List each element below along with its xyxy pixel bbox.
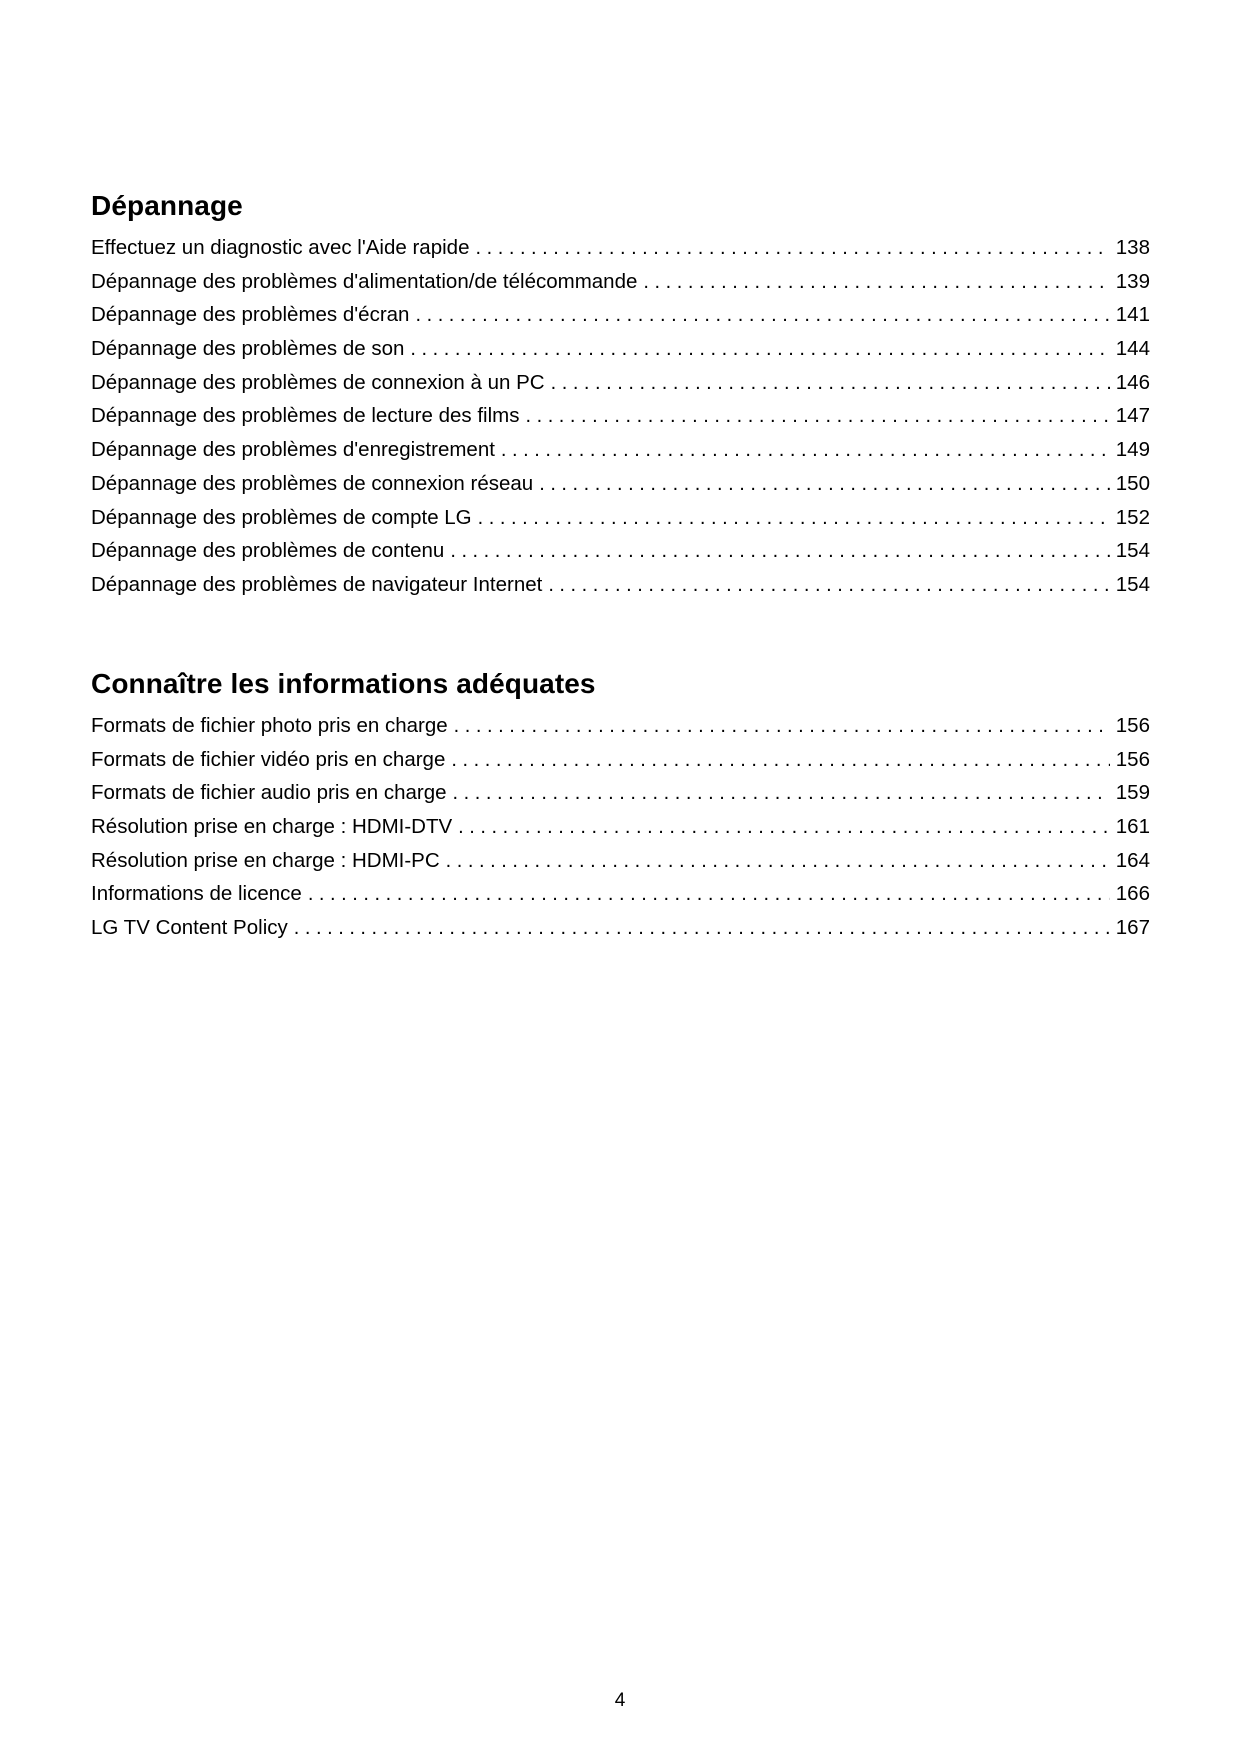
toc-entry[interactable]: [91, 337, 1150, 371]
dot-leader: [450, 540, 1109, 563]
toc-entry[interactable]: [91, 371, 1150, 405]
dot-leader: [294, 917, 1110, 940]
toc-entry-label: Dépannage des problèmes de navigateur Internet: [91, 572, 543, 596]
toc-entry-label: Formats de fichier photo pris en charge: [91, 714, 448, 737]
toc-entry[interactable]: [91, 882, 1150, 916]
dot-leader: [478, 507, 1110, 530]
section-title: Dépannage: [91, 190, 243, 221]
toc-entry[interactable]: [91, 404, 1150, 438]
toc-entry-page: 147: [1115, 404, 1150, 428]
toc-entry[interactable]: [91, 714, 1150, 748]
toc-entry-page: 161: [1115, 815, 1150, 839]
toc-entry-label: Dépannage des problèmes d'alimentation/de télécommande: [91, 269, 638, 293]
toc-entry-label: Dépannage des problèmes de connexion réseau: [91, 471, 534, 495]
toc-section-informations: [91, 666, 1150, 950]
toc-entry-page: 154: [1115, 572, 1150, 596]
dot-leader: [525, 405, 1109, 428]
toc-entry[interactable]: [91, 573, 1150, 607]
toc-entry-page: 139: [1115, 269, 1150, 293]
toc-entry[interactable]: [91, 781, 1150, 815]
toc-entry-label: Dépannage des problèmes de lecture des films: [91, 404, 520, 428]
toc-entry-label: Effectuez un diagnostic avec l'Aide rapide: [91, 236, 470, 259]
toc-entry-label: Dépannage des problèmes de son: [91, 337, 405, 361]
toc-entry-page: 154: [1115, 539, 1150, 563]
dot-leader: [539, 473, 1110, 496]
toc-entry[interactable]: [91, 472, 1150, 506]
page-number: 4: [614, 1690, 626, 1711]
toc-entry[interactable]: [91, 539, 1150, 573]
toc-entry[interactable]: [91, 438, 1150, 472]
toc-entry[interactable]: [91, 815, 1150, 849]
dot-leader: [548, 574, 1109, 597]
toc-entry[interactable]: [91, 270, 1150, 304]
toc-entry-page: 167: [1115, 916, 1150, 940]
toc-list: [91, 714, 1150, 950]
dot-leader: [453, 782, 1110, 805]
toc-entry[interactable]: [91, 748, 1150, 782]
toc-entry-page: 156: [1115, 714, 1150, 737]
dot-leader: [308, 883, 1110, 906]
toc-entry-label: Dépannage des problèmes de contenu: [91, 539, 445, 563]
toc-entry-page: 146: [1115, 370, 1150, 394]
toc-entry-page: 138: [1115, 236, 1150, 259]
toc-entry[interactable]: [91, 236, 1150, 270]
toc-list: [91, 236, 1150, 607]
toc-entry-label: Résolution prise en charge : HDMI-DTV: [91, 815, 453, 839]
toc-entry[interactable]: [91, 916, 1150, 950]
toc-entry[interactable]: [91, 849, 1150, 883]
dot-leader: [501, 439, 1110, 462]
dot-leader: [475, 237, 1109, 260]
toc-entry-page: 149: [1115, 438, 1150, 462]
dot-leader: [643, 271, 1109, 294]
toc-entry[interactable]: [91, 506, 1150, 540]
dot-leader: [446, 850, 1110, 873]
toc-entry-page: 164: [1115, 848, 1150, 872]
dot-leader: [551, 372, 1110, 395]
section-title: Connaître les informations adéquates: [91, 668, 596, 699]
toc-entry-label: Résolution prise en charge : HDMI-PC: [91, 848, 440, 872]
toc-entry-label: Informations de licence: [91, 882, 302, 906]
dot-leader: [410, 338, 1109, 361]
toc-entry-page: 141: [1115, 303, 1150, 327]
toc-entry-page: 150: [1115, 471, 1150, 495]
toc-entry[interactable]: [91, 303, 1150, 337]
dot-leader: [454, 715, 1110, 738]
toc-entry-label: Formats de fichier vidéo pris en charge: [91, 747, 446, 771]
toc-entry-label: Dépannage des problèmes de compte LG: [91, 505, 472, 529]
dot-leader: [451, 749, 1109, 772]
toc-entry-page: 156: [1115, 747, 1150, 771]
toc-entry-label: Formats de fichier audio pris en charge: [91, 781, 447, 805]
toc-entry-label: Dépannage des problèmes d'écran: [91, 303, 410, 327]
toc-entry-page: 144: [1115, 337, 1150, 361]
toc-entry-page: 152: [1115, 505, 1150, 529]
toc-entry-label: Dépannage des problèmes d'enregistrement: [91, 438, 495, 462]
dot-leader: [458, 816, 1110, 839]
toc-entry-page: 166: [1115, 882, 1150, 906]
dot-leader: [415, 304, 1109, 327]
toc-entry-page: 159: [1115, 781, 1150, 805]
toc-entry-label: Dépannage des problèmes de connexion à un PC: [91, 370, 545, 394]
toc-entry-label: LG TV Content Policy: [91, 916, 288, 940]
toc-section-depannage: [91, 188, 1150, 607]
